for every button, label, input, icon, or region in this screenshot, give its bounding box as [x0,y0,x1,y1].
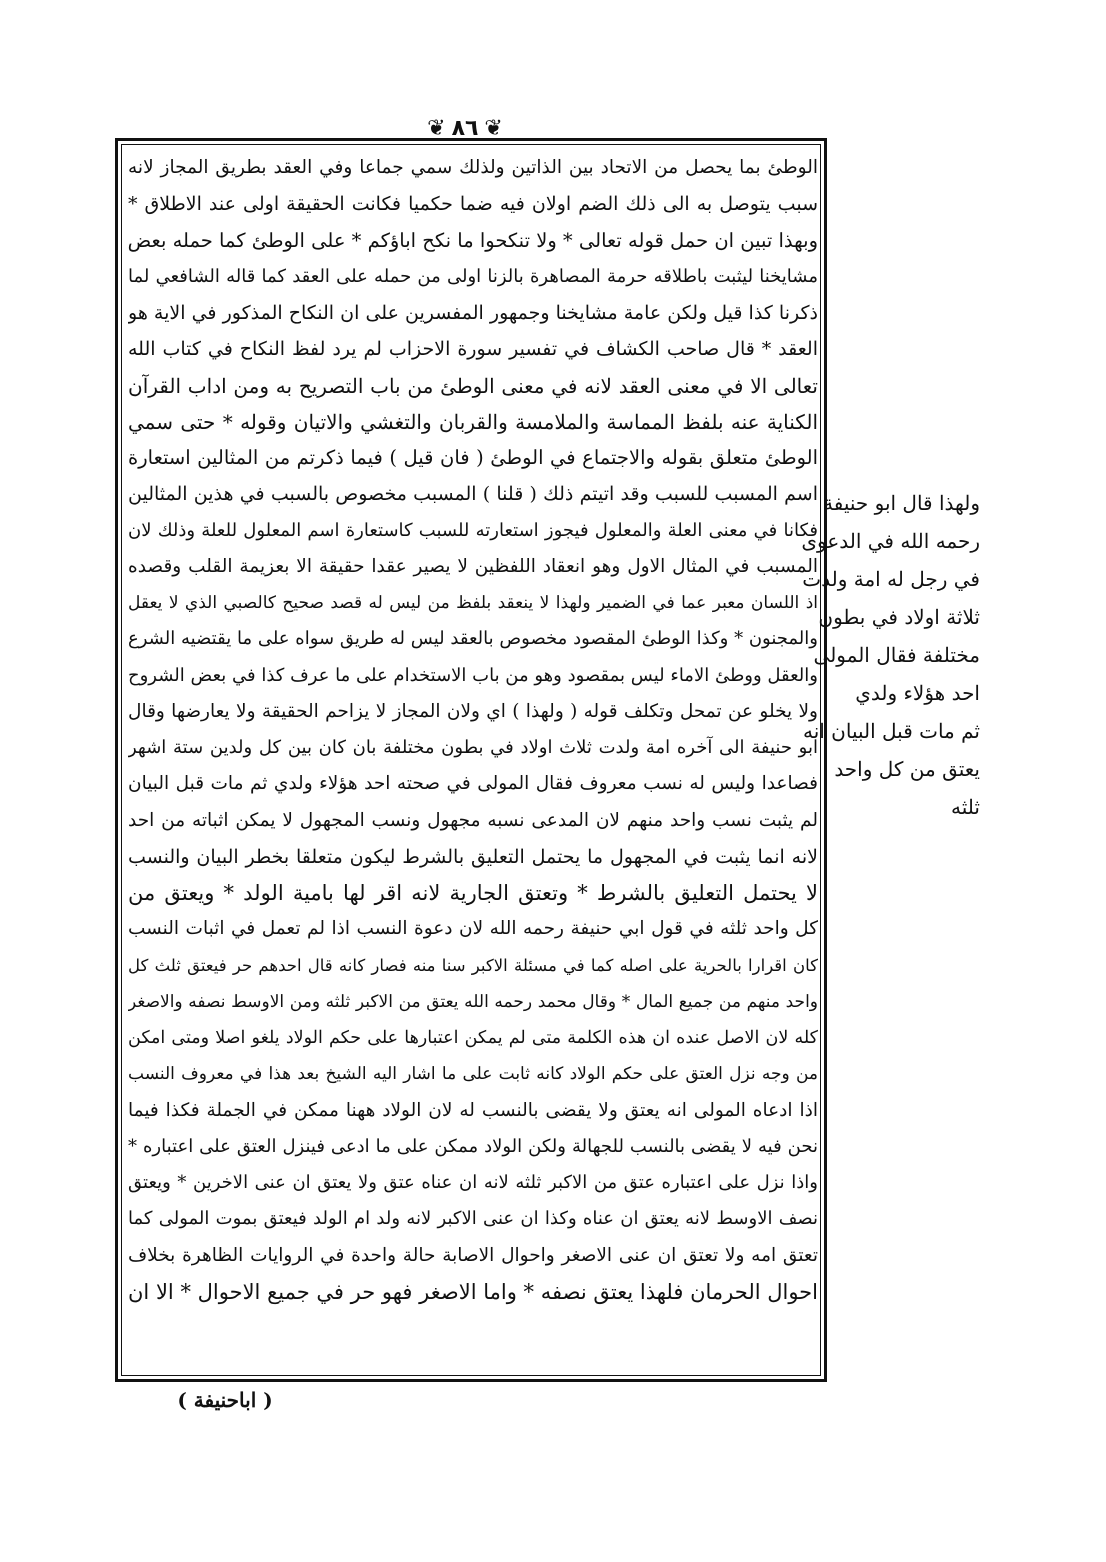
text-line: العقد * قال صاحب الكشاف في تفسير سورة الاحزاب لم يرد لفظ النكاح في كتاب الله [128,338,818,361]
text-line: لم يثبت نسب واحد منهم لان المدعى نسبه مجهول ونسب المجهول لا يمكن اثباته من احد [128,809,818,831]
page-number-text: ٨٦ [451,115,479,141]
text-line: لا يحتمل التعليق بالشرط * وتعتق الجارية لانه اقر لها بامية الولد * ويعتق من [128,881,818,905]
main-text-block [128,150,818,1310]
text-line: وبهذا تبين ان حمل قوله تعالى * ولا تنكحوا ما نكح اباؤكم * على الوطئ كما حمله بعض [128,228,818,252]
text-line: كان اقرارا بالحرية على اصله كما في مسئلة الاكبر سنا منه فصار كانه قال احدهم حر فيعتق ثلث كل [128,955,818,975]
left-ornament-icon: ❦ [427,115,446,141]
text-line: المسبب في المثال الاول وهو انعقاد اللفظين لا يصير عقدا حقيقة الا بعزيمة القلب وقصده [128,555,818,577]
margin-note [801,484,980,826]
margin-note-line: يعتق من كل واحد [834,757,980,781]
text-line: سبب يتوصل به الى ذلك الضم اولان فيه ضما حكميا فكانت الحقيقة اولى عند الاطلاق * [128,193,818,216]
text-line: ذكرنا كذا قيل ولكن عامة مشايخنا وجمهور المفسرين على ان النكاح المذكور في الاية هو [128,302,818,324]
text-line: واحد منهم من جميع المال * وقال محمد رحمه الله يعتق من الاكبر ثلثه ومن الاوسط نصفه والاصغر [128,991,818,1012]
text-line: كله لان الاصل عنده ان هذه الكلمة متى لم يمكن اعتبارها على حكم الولاد يلغو اصلا ومتى امكن [128,1028,818,1048]
text-line: من وجه نزل العتق على حكم الولاد كانه ثابت على ما اشار اليه الشيخ بعد هذا في معروف النسب [128,1064,818,1085]
text-line: الوطئ بما يحصل من الاتحاد بين الذاتين ولذلك سمي جماعا وفي العقد بطريق المجاز لانه [128,157,818,178]
right-ornament-icon: ❦ [484,115,503,141]
text-line: مشايخنا ليثبت باطلاقه حرمة المصاهرة بالزنا اولى من حمله على العقد كما قاله الشافعي لما [128,265,818,287]
margin-note-line: ثلاثة اولاد في بطون [818,605,980,629]
text-line: ولا يخلو عن تمحل وتكلف قوله ( ولهذا ) اي ولان المجاز لا يزاحم الحقيقة ولا يعارضها وقال [128,700,818,722]
text-line: ابو حنيفة الى آخره امة ولدت ثلاث اولاد في بطون مختلفة بان كان بين كل ولدين ستة اشهر [128,737,818,758]
text-line: لانه انما يثبت في المجهول ما يحتمل التعليق بالشرط ليكون متعلقا بخطر البيان والنسب [128,845,818,868]
text-line: الوطئ متعلق بقوله والاجتماع في الوطئ ( فان قيل ) فيما ذكرتم من المثالين استعارة [128,446,818,469]
text-line: والمجنون * وكذا الوطئ المقصود مخصوص بالعقد ليس له طريق سواه على ما يقتضيه الشرع [128,628,818,650]
margin-note-line: رحمه الله في الدعوى [801,529,980,553]
text-line: نحن فيه لا يقضى بالنسب للجهالة ولكن الولاد ممكن على ما ادعى فينزل العتق على اعتباره * [128,1135,818,1157]
margin-note-line: احد هؤلاء ولدي [855,681,980,705]
text-line: اسم المسبب للسبب وقد اتيتم ذلك ( قلنا ) المسبب مخصوص بالسبب في هذين المثالين [128,483,818,506]
text-line: تعتق امه ولا تعتق ان عنى الاصغر واحوال الاصابة حالة واحدة في الروايات الظاهرة بخلاف [128,1244,818,1266]
text-line: اذ اللسان معبر عما في الضمير ولهذا لا ينعقد بلفظ من ليس له قصد صحيح كالصبي الذي لا يعقل [128,593,818,613]
margin-note-line: ثلثه [951,795,980,819]
text-line: تعالى الا في معنى العقد لانه في معنى الوطئ من باب التصريح به ومن اداب القرآن [128,373,818,398]
text-line: فكانا في معنى العلة والمعلول فيجوز استعارته للسبب كاستعارة اسم المعلول للعلة وذلك لان [128,519,818,541]
margin-note-line: ثم مات قبل البيان انه [802,719,980,743]
text-line: اذا ادعاه المولى انه يعتق ولا يقضى بالنسب له لان الولاد ههنا ممكن في الجملة فكذا فيما [128,1099,818,1121]
text-line: احوال الحرمان فلهذا يعتق نصفه * واما الاصغر فهو حر في جميع الاحوال * الا ان [128,1279,818,1304]
text-line: فصاعدا وليس له نسب معروف فقال المولى في صحته احد هؤلاء ولدي ثم مات قبل البيان [128,773,818,795]
margin-note-line: ولهذا قال ابو حنيفة [822,491,980,515]
text-line: كل واحد ثلثه في قول ابي حنيفة رحمه الله لان دعوة النسب اذا لم تعمل في اثبات النسب [128,918,818,940]
text-line: والعقل ووطئ الاماء ليس بمقصود وهو من باب الاستخدام على ما عرف كذا في بعض الشروح [128,664,818,686]
text-line: الكناية عنه بلفظ المماسة والملامسة والقربان والتغشي والاتيان وقوله * حتى سمي [128,409,818,434]
text-line: نصف الاوسط لانه يعتق ان عناه وكذا ان عنى الاكبر لانه ولد ام الولد فيعتق بموت المولى كما [128,1208,818,1230]
margin-note-line: مختلفة فقال المولى [813,643,980,667]
margin-note-line: في رجل له امة ولدت [802,567,980,591]
catchword: ( اباحنيفة ) [177,1388,273,1412]
text-line: واذا نزل على اعتباره عتق من الاكبر ثلثه لانه ان عناه عتق ولا يعتق ان عنى الاخرين * ويعتق [128,1172,818,1193]
